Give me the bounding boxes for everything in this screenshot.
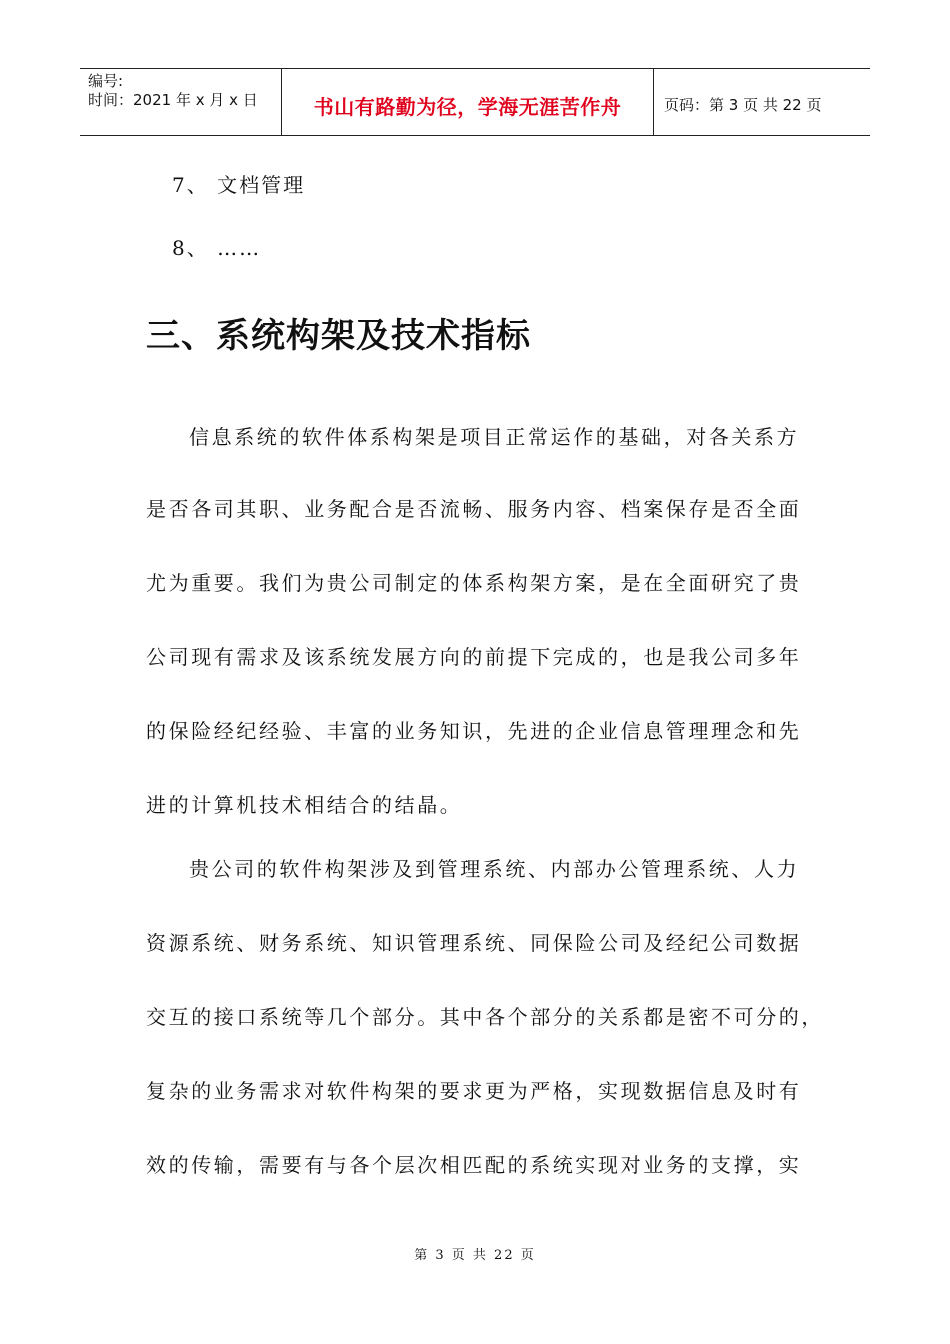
- paragraph-2-line: 复杂的业务需求对软件构架的要求更为严格，实现数据信息及时有: [146, 1079, 802, 1103]
- header-page-info: 页码：第 3 页 共 22 页: [664, 95, 822, 114]
- header-page-cell: [654, 69, 870, 135]
- paragraph-1-line: 的保险经纪经验、丰富的业务知识，先进的企业信息管理理念和先: [146, 719, 802, 743]
- paragraph-2-line: 资源系统、财务系统、知识管理系统、同保险公司及经纪公司数据: [146, 931, 802, 955]
- list-item: 8、 ……: [172, 236, 262, 260]
- document-date: 时间：2021 年 x 月 x 日: [88, 91, 258, 109]
- section-title: 三、系统构架及技术指标: [146, 316, 531, 356]
- paragraph-2-line: 交互的接口系统等几个部分。其中各个部分的关系都是密不可分的，: [146, 1005, 824, 1029]
- header-motto: 书山有路勤为径，学海无涯苦作舟: [313, 94, 622, 119]
- document-header: [80, 68, 870, 136]
- header-motto-cell: [282, 69, 654, 135]
- document-number-label: 编号:: [88, 72, 124, 90]
- paragraph-1-line: 公司现有需求及该系统发展方向的前提下完成的，也是我公司多年: [146, 645, 802, 669]
- page-footer: 第 3 页 共 22 页: [414, 1248, 536, 1263]
- paragraph-2-line: 效的传输，需要有与各个层次相匹配的系统实现对业务的支撑，实: [146, 1153, 802, 1177]
- list-item: 7、 文档管理: [172, 173, 306, 197]
- paragraph-1-line: 尤为重要。我们为贵公司制定的体系构架方案，是在全面研究了贵: [146, 571, 802, 595]
- paragraph-1-line: 进的计算机技术相结合的结晶。: [146, 793, 463, 817]
- paragraph-1-line: 信息系统的软件体系构架是项目正常运作的基础，对各关系方: [189, 425, 800, 449]
- header-meta-cell: [80, 69, 282, 135]
- paragraph-1-line: 是否各司其职、业务配合是否流畅、服务内容、档案保存是否全面: [146, 497, 802, 521]
- paragraph-2-line: 贵公司的软件构架涉及到管理系统、内部办公管理系统、人力: [189, 857, 800, 881]
